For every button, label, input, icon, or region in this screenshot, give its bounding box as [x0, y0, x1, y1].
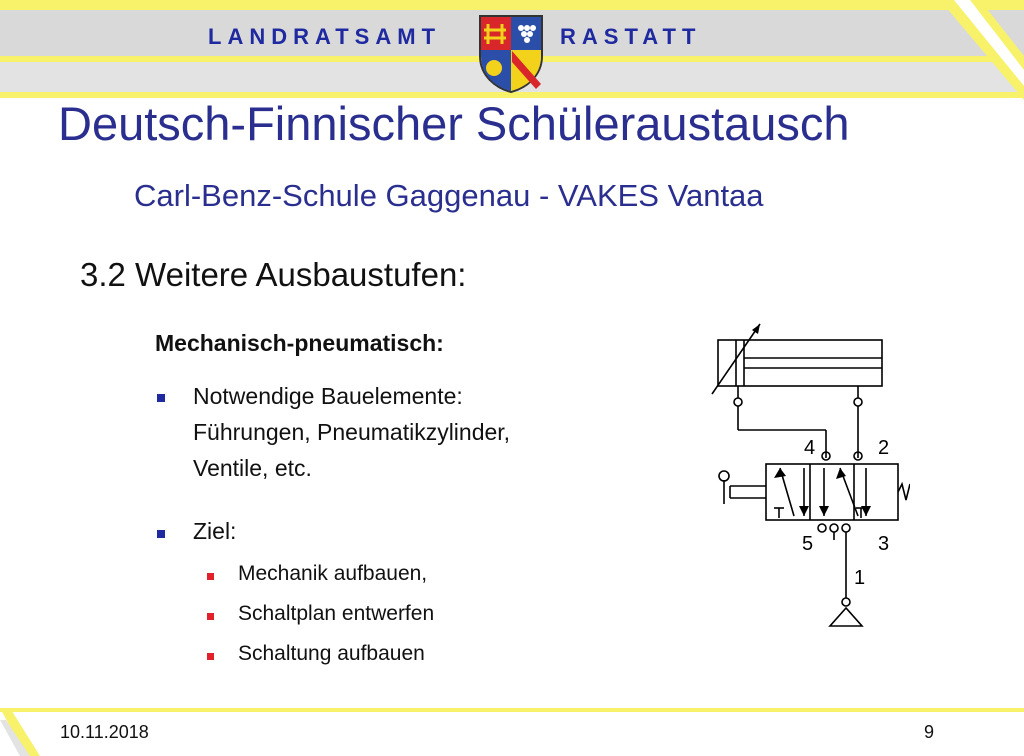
header-stripe	[0, 0, 1024, 10]
port-label: 1	[854, 567, 866, 589]
port-label: 3	[878, 533, 890, 555]
footer-date: 10.11.2018	[60, 722, 149, 742]
coat-of-arms-icon	[478, 14, 544, 94]
port-label: 5	[802, 533, 814, 555]
org-name-right: RASTATT	[560, 24, 702, 49]
pneumatic-circuit-diagram	[700, 318, 910, 638]
page-title: Deutsch-Finnischer Schüleraustausch	[58, 97, 850, 150]
org-name-left: LANDRATSAMT	[208, 24, 442, 49]
sub-bullet-icon	[207, 613, 214, 620]
page-subtitle: Carl-Benz-Schule Gaggenau - VAKES Vantaa	[134, 178, 764, 213]
corner-decoration	[940, 0, 1024, 100]
sub-bullet-icon	[207, 573, 214, 580]
sub-bullet-text: Mechanik aufbauen,	[238, 562, 428, 585]
sub-bullet-icon	[207, 653, 214, 660]
bullet-icon	[157, 530, 165, 538]
footer-corner-decoration	[0, 708, 40, 756]
bullet-icon	[157, 394, 165, 402]
bullet-text-line: Ziel:	[193, 518, 237, 544]
port-label: 4	[804, 437, 816, 459]
bullet-text-line: Führungen, Pneumatikzylinder,	[193, 419, 511, 445]
bullet-text-line: Notwendige Bauelemente:	[193, 383, 463, 409]
sub-bullet-text: Schaltung aufbauen	[238, 642, 425, 665]
bullet-text-line: Ventile, etc.	[193, 455, 312, 481]
page-number: 9	[924, 722, 935, 742]
footer-divider	[0, 708, 1024, 712]
sub-bullet-text: Schaltplan entwerfen	[238, 602, 435, 625]
port-label: 2	[878, 437, 890, 459]
section-heading: 3.2 Weitere Ausbaustufen:	[80, 256, 467, 293]
subheading: Mechanisch-pneumatisch:	[155, 330, 444, 356]
